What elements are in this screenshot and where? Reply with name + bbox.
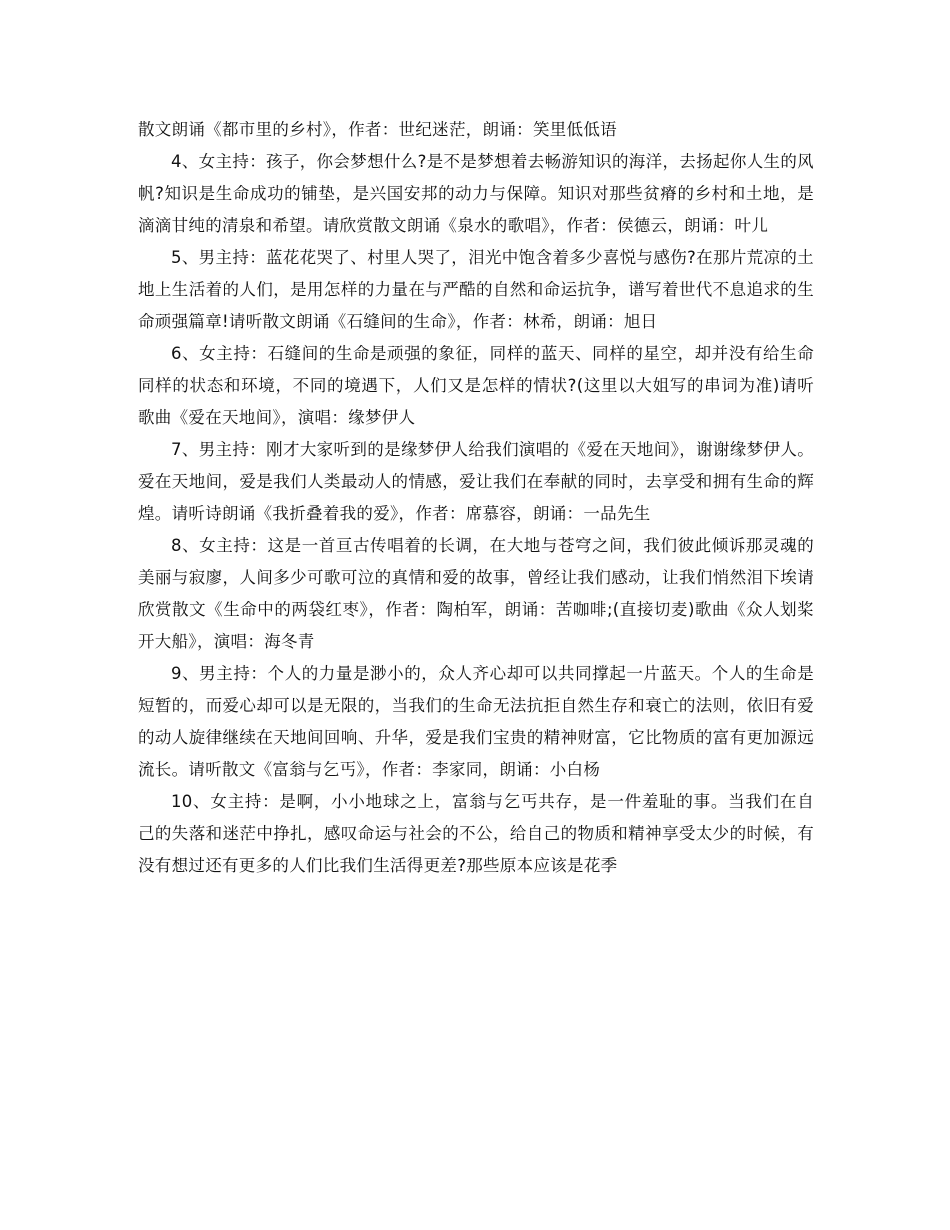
paragraph-9: 9、男主持：个人的力量是渺小的，众人齐心却可以共同撑起一片蓝天。个人的生命是短暂的，而爱心却可以是无限的，当我们的生命无法抗拒自然生存和衰亡的法则，依旧有爱的动人旋律继续在天地间回响、升华，爱是我们宝贵的精神财富，它比物质的富有更加源远流长。请听散文《富翁与乞丐》，作者：李家同，朗诵：小白杨 (138, 664, 814, 779)
paragraph-5: 5、男主持：蓝花花哭了、村里人哭了，泪光中饱含着多少喜悦与感伤?在那片荒凉的土地上生活着的人们，是用怎样的力量在与严酷的自然和命运抗争，谱写着世代不息追求的生命顽强篇章!请听散文朗诵《石缝间的生命》，作者：林希，朗诵：旭日 (138, 248, 814, 331)
paragraph-10: 10、女主持：是啊，小小地球之上，富翁与乞丐共存，是一件羞耻的事。当我们在自己的失落和迷茫中挣扎，感叹命运与社会的不公，给自己的物质和精神享受太少的时候，有没有想过还有更多的人们比我们生活得更差?那些原本应该是花季 (138, 792, 814, 875)
paragraph-continuation: 散文朗诵《都市里的乡村》，作者：世纪迷茫，朗诵：笑里低低语 (138, 120, 617, 139)
paragraph-8: 8、女主持：这是一首亘古传唱着的长调，在大地与苍穹之间，我们彼此倾诉那灵魂的美丽与寂廖，人间多少可歌可泣的真情和爱的故事，曾经让我们感动，让我们悄然泪下埃请欣赏散文《生命中的两袋红枣》，作者：陶柏军，朗诵：苦咖啡;(直接切麦)歌曲《众人划桨开大船》，演唱：海冬青 (138, 536, 814, 651)
document-page (138, 114, 814, 882)
paragraph-7: 7、男主持：刚才大家听到的是缘梦伊人给我们演唱的《爱在天地间》，谢谢缘梦伊人。爱在天地间，爱是我们人类最动人的情感，爱让我们在奉献的同时，去享受和拥有生命的辉煌。请听诗朗诵《我折叠着我的爱》，作者：席慕容，朗诵：一品先生 (138, 440, 814, 523)
paragraph-4: 4、女主持：孩子，你会梦想什么?是不是梦想着去畅游知识的海洋，去扬起你人生的风帆?知识是生命成功的铺垫，是兴国安邦的动力与保障。知识对那些贫瘠的乡村和土地，是滴滴甘纯的清泉和希望。请欣赏散文朗诵《泉水的歌唱》，作者：侯德云，朗诵：叶儿 (138, 152, 814, 235)
paragraph-6: 6、女主持：石缝间的生命是顽强的象征，同样的蓝天、同样的星空，却并没有给生命同样的状态和环境，不同的境遇下，人们又是怎样的情状?(这里以大姐写的串词为准)请听歌曲《爱在天地间》，演唱：缘梦伊人 (138, 344, 814, 427)
